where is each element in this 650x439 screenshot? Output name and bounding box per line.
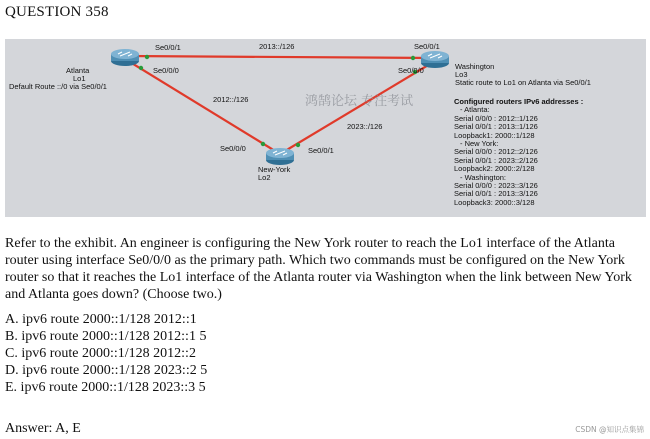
- answer-text: Answer: A, E: [5, 421, 81, 436]
- question-header: QUESTION 358: [5, 4, 109, 20]
- newyork-if-left: Se0/0/0: [220, 144, 246, 153]
- atlanta-if-bottom: Se0/0/0: [153, 66, 179, 75]
- footer-credit: CSDN @知识点集锦: [575, 425, 644, 434]
- config-line: - New York:: [460, 139, 499, 149]
- atlanta-if-top: Se0/0/1: [155, 43, 181, 52]
- config-line: - Atlanta:: [460, 105, 490, 115]
- link-top-label: 2013::/126: [259, 42, 295, 51]
- config-line: Serial 0/0/0 : 2012::2/126: [454, 147, 538, 157]
- newyork-name: New-York: [258, 165, 291, 174]
- config-line: Loopback2: 2000::2/128: [454, 164, 535, 174]
- config-title: Configured routers IPv6 addresses :: [454, 97, 584, 106]
- atlanta-default-route: Default Route ::/0 via Se0/0/1: [9, 82, 107, 91]
- atlanta-loopback: Lo1: [73, 74, 86, 83]
- question-text: Refer to the exhibit. An engineer is configuring the New York router to reach the Lo1 interface of the Atlanta router using interface Se0/0/0 as the primary path. Which two commands must be configured on the New York router so that it reaches the Lo1 interface of the Atlanta router via Washington when the link between New York and Atlanta goes down? (Choose two.): [5, 236, 632, 302]
- config-line: Loopback1: 2000::1/128: [454, 130, 535, 140]
- option-c: C. ipv6 route 2000::1/128 2012::2: [5, 346, 196, 361]
- link-atlanta-newyork: [125, 59, 280, 154]
- washington-name: Washington: [455, 62, 495, 71]
- config-line: - Washington:: [460, 172, 506, 182]
- newyork-loopback: Lo2: [258, 173, 271, 182]
- link-left-label: 2012::/126: [213, 95, 249, 104]
- config-line: Serial 0/0/1 : 2013::1/126: [454, 122, 538, 132]
- router-washington-icon: [421, 51, 449, 68]
- config-line: Serial 0/0/1 : 2023::2/126: [454, 155, 538, 165]
- option-e: E. ipv6 route 2000::1/128 2023::3 5: [5, 380, 206, 395]
- washington-static-route: Static route to Lo1 on Atlanta via Se0/0/1: [455, 78, 591, 87]
- washington-loopback: Lo3: [455, 70, 468, 79]
- config-line: Serial 0/0/0 : 2023::3/126: [454, 181, 538, 191]
- option-d: D. ipv6 route 2000::1/128 2023::2 5: [5, 363, 208, 378]
- link-right-label: 2023::/126: [347, 122, 383, 131]
- answer-options: [5, 311, 207, 396]
- config-line: Serial 0/0/0 : 2012::1/126: [454, 113, 538, 123]
- washington-if-bottom: Se0/0/0: [398, 66, 424, 75]
- newyork-if-right: Se0/0/1: [308, 146, 334, 155]
- config-box: [454, 98, 640, 207]
- network-exhibit: [5, 39, 646, 217]
- atlanta-name: Atlanta: [66, 66, 90, 75]
- config-line: Serial 0/0/1 : 2013::3/126: [454, 189, 538, 199]
- option-b: B. ipv6 route 2000::1/128 2012::1 5: [5, 329, 207, 344]
- washington-if-top: Se0/0/1: [414, 42, 440, 51]
- link-atlanta-washington: [125, 56, 435, 58]
- option-a: A. ipv6 route 2000::1/128 2012::1: [5, 312, 197, 327]
- router-newyork-icon: [266, 148, 294, 165]
- router-atlanta-icon: [111, 49, 139, 66]
- config-line: Loopback3: 2000::3/128: [454, 197, 535, 207]
- watermark: 鸿鹄论坛 专注考试: [305, 94, 414, 109]
